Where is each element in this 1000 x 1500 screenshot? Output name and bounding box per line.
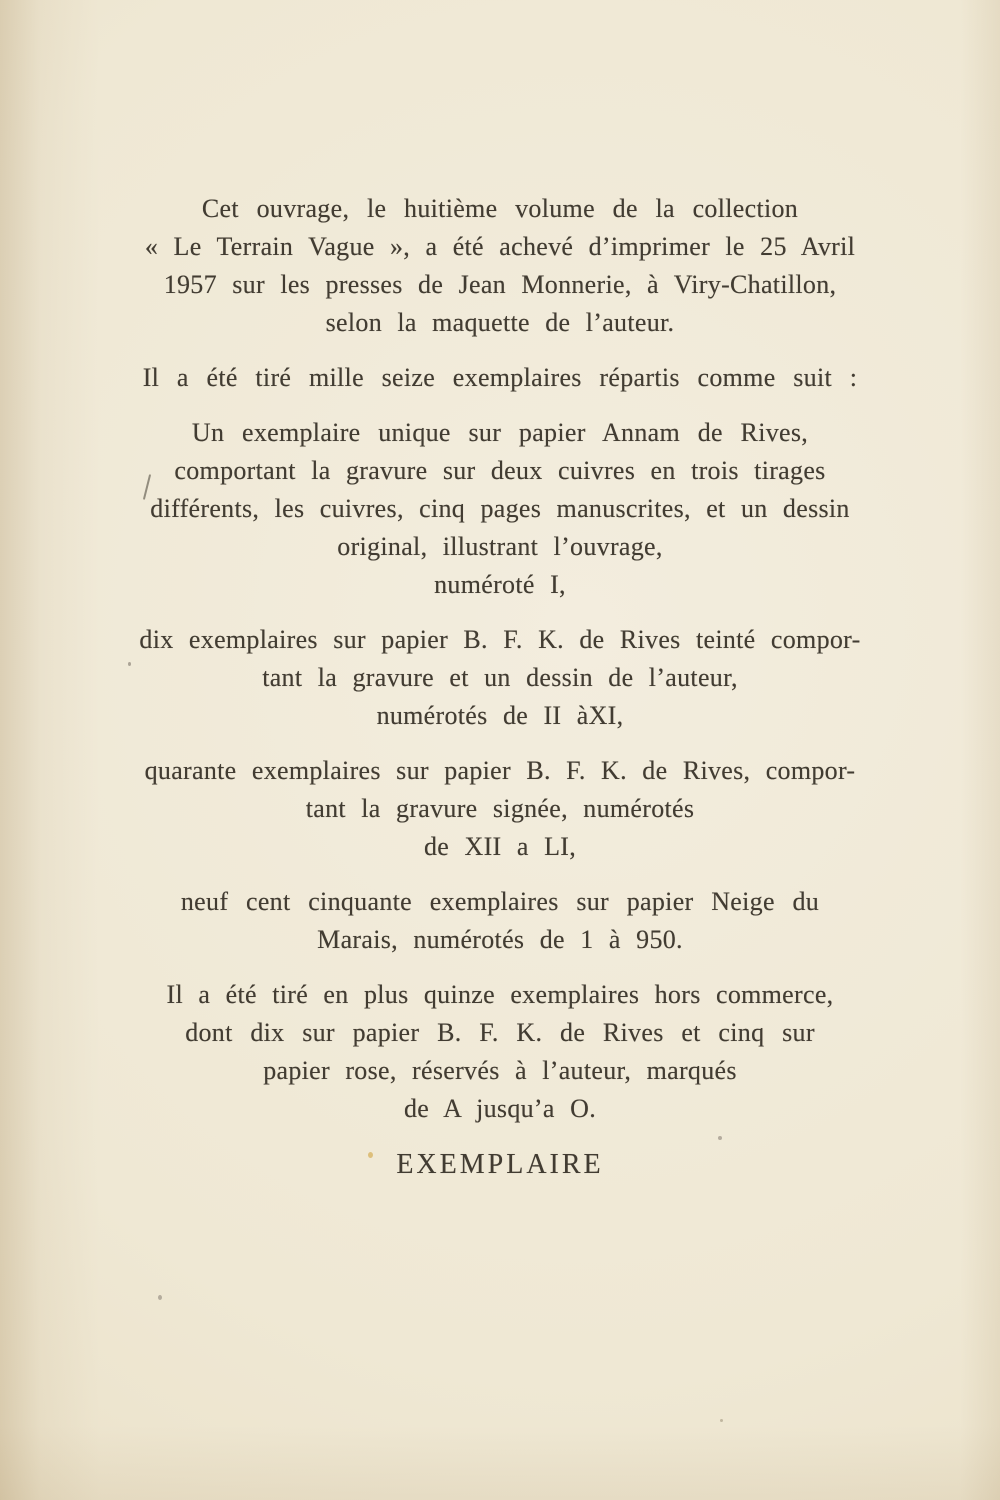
text-line: de A jusqu’a O. — [403, 1094, 596, 1123]
text-line: de XII a LI, — [423, 832, 577, 861]
text-line: original, illustrant l’ouvrage, — [337, 532, 663, 561]
text-line: Un exemplaire unique sur papier Annam de Rives, — [191, 418, 809, 447]
text-line: dont dix sur papier B. F. K. de Rives et cinq sur — [185, 1018, 815, 1047]
paper-speck — [368, 1152, 373, 1158]
text-line: neuf cent cinquante exemplaires sur papier Neige du — [180, 887, 820, 916]
text-line: tant la gravure et un dessin de l’auteur, — [262, 663, 738, 692]
paper-speck — [158, 1295, 162, 1300]
colophon-paragraph-2 — [70, 359, 930, 397]
colophon-text-block — [70, 190, 930, 1185]
text-line: quarante exemplaires sur papier B. F. K. de Rives, compor- — [144, 756, 856, 785]
text-line: Il a été tiré en plus quinze exemplaires hors commerce, — [166, 980, 834, 1009]
text-line: différents, les cuivres, cinq pages manuscrites, et un dessin — [150, 494, 850, 523]
text-line: dix exemplaires sur papier B. F. K. de Rives teinté compor- — [139, 625, 861, 654]
colophon-paragraph-7 — [70, 976, 930, 1128]
paper-speck — [128, 662, 131, 666]
text-line: « Le Terrain Vague », a été achevé d’imprimer le 25 Avril — [144, 232, 856, 261]
text-line: 1957 sur les presses de Jean Monnerie, à Viry-Chatillon, — [163, 270, 837, 299]
text-line: Marais, numérotés de 1 à 950. — [317, 925, 683, 954]
paper-speck — [718, 1136, 722, 1140]
text-line: numérotés de II àXI, — [376, 701, 624, 730]
text-line: comportant la gravure sur deux cuivres en trois tirages — [174, 456, 826, 485]
edition-designation: EXEMPLAIRE — [396, 1149, 604, 1180]
text-line: Il a été tiré mille seize exemplaires répartis comme suit : — [142, 363, 858, 392]
text-line: Cet ouvrage, le huitième volume de la collection — [201, 194, 799, 223]
colophon-paragraph-5 — [70, 752, 930, 866]
text-line: tant la gravure signée, numérotés — [305, 794, 695, 823]
colophon-paragraph-6 — [70, 883, 930, 959]
colophon-paragraph-1 — [70, 190, 930, 342]
text-line: selon la maquette de l’auteur. — [325, 308, 675, 337]
colophon-paragraph-4 — [70, 621, 930, 735]
text-line: papier rose, réservés à l’auteur, marqués — [263, 1056, 737, 1085]
paper-speck — [720, 1419, 723, 1422]
colophon-paragraph-3 — [70, 414, 930, 604]
text-line: numéroté I, — [434, 570, 566, 599]
